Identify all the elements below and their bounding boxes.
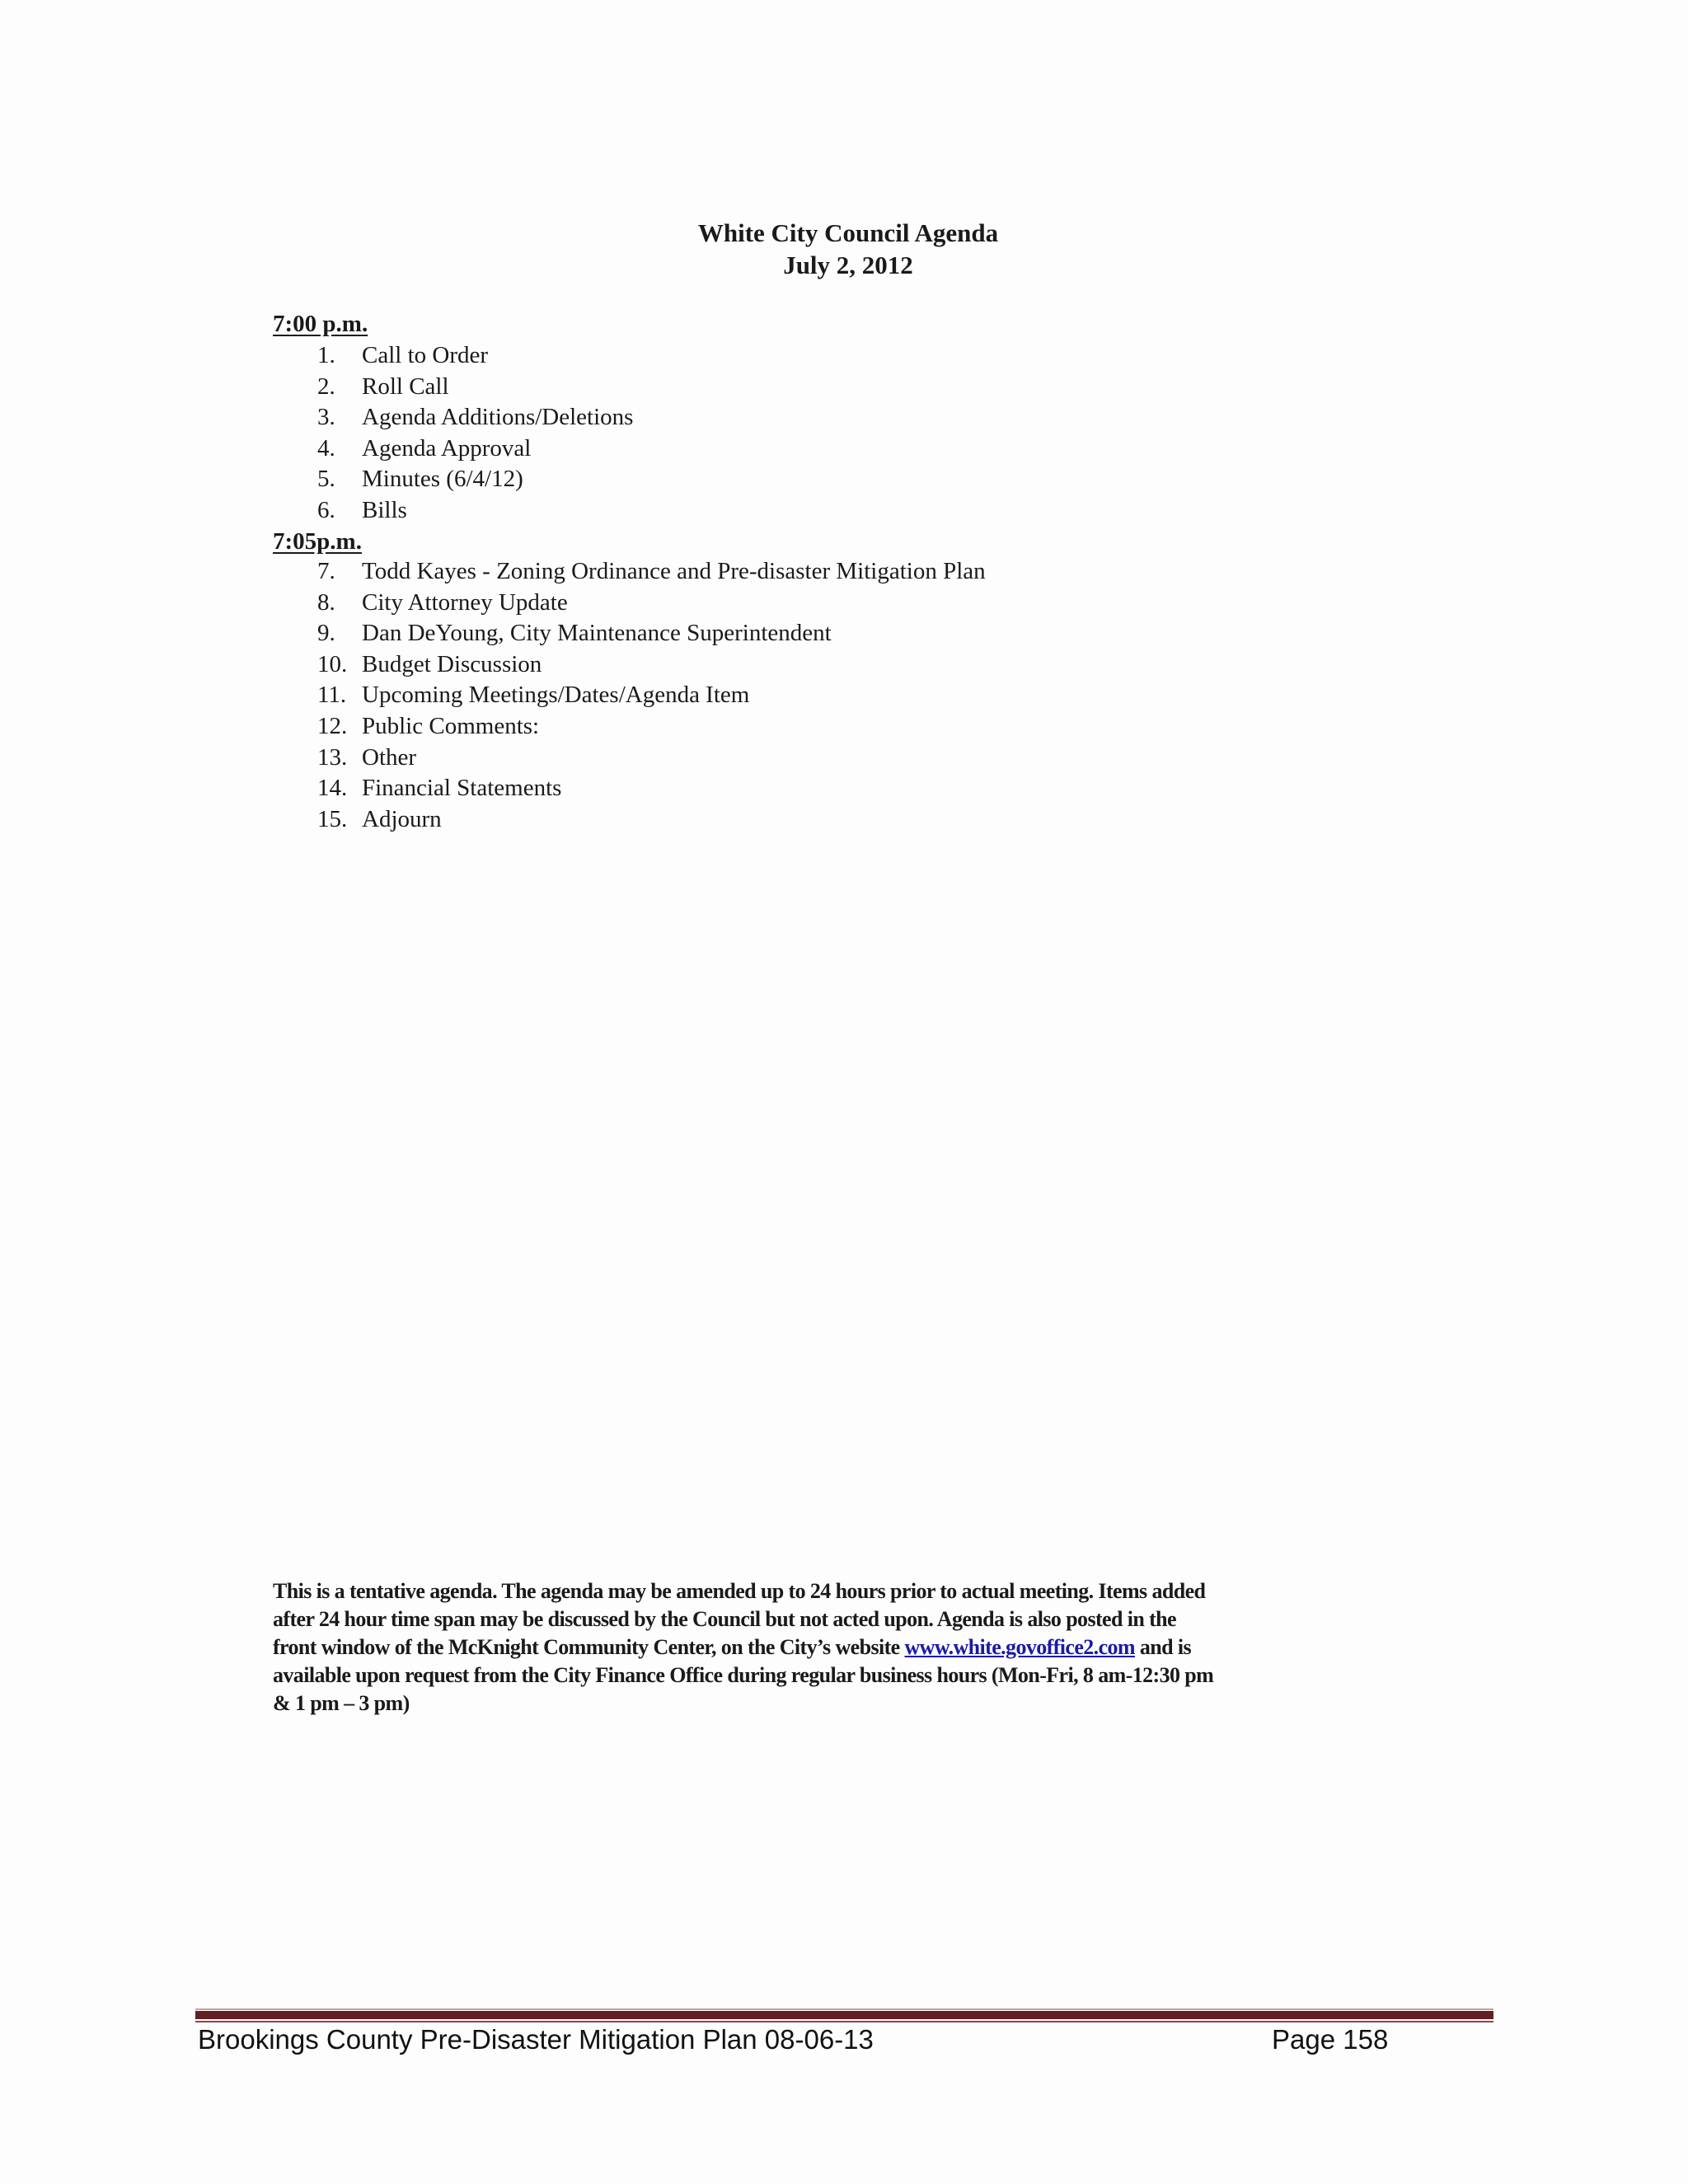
- item-text: Budget Discussion: [362, 650, 542, 677]
- agenda-item: [317, 744, 416, 771]
- agenda-item: [317, 682, 749, 709]
- item-text: City Attorney Update: [362, 588, 568, 616]
- item-text: Minutes (6/4/12): [362, 466, 523, 493]
- agenda-item: [317, 497, 407, 524]
- item-number: 3.: [317, 404, 335, 431]
- agenda-item: [317, 373, 449, 401]
- item-number: 4.: [317, 434, 335, 462]
- note-line: This is a tentative agenda. The agenda may be amended up to 24 hours prior to actual meeting. Items added: [273, 1579, 1206, 1603]
- item-text: Upcoming Meetings/Dates/Agenda Item: [362, 682, 750, 709]
- agenda-item: [317, 435, 531, 462]
- item-text: Roll Call: [362, 373, 449, 400]
- agenda-item: [317, 558, 986, 585]
- agenda-item: [317, 466, 523, 493]
- agenda-item: [317, 342, 488, 369]
- item-number: 14.: [317, 775, 348, 802]
- item-number: 5.: [317, 466, 335, 493]
- time-heading: 7:00 p.m.: [273, 311, 368, 337]
- footer-rule-thin: [195, 2021, 1493, 2022]
- footer-rule: [195, 2011, 1493, 2019]
- item-text: Todd Kayes - Zoning Ordinance and Pre-disaster Mitigation Plan: [362, 558, 986, 584]
- item-text: Bills: [362, 497, 407, 523]
- item-number: 10.: [317, 650, 348, 677]
- website-link[interactable]: www.white.govoffice2.com: [904, 1635, 1135, 1659]
- note-text: front window of the McKnight Community Center, on the City’s website: [273, 1635, 905, 1659]
- note-line: & 1 pm – 3 pm): [273, 1691, 410, 1715]
- item-number: 11.: [317, 682, 347, 709]
- item-number: 9.: [317, 620, 335, 647]
- note-line: available upon request from the City Finance Office during regular business hours (Mon-Fri, 8 am-12:30 pm: [273, 1663, 1214, 1687]
- item-number: 15.: [317, 805, 348, 832]
- item-number: 12.: [317, 713, 348, 739]
- agenda-item: [317, 620, 832, 647]
- agenda-title: White City Council Agenda: [697, 218, 999, 247]
- note-line: [273, 1633, 1213, 1661]
- footer-rule-thin-top: [195, 2008, 1493, 2010]
- footer-document-title: Brookings County Pre-Disaster Mitigation Plan 08-06-13: [198, 2024, 874, 2055]
- item-text: Call to Order: [362, 342, 489, 368]
- agenda-date: July 2, 2012: [783, 251, 913, 279]
- item-text: Adjourn: [362, 805, 442, 832]
- item-text: Other: [362, 743, 417, 771]
- agenda-item: [317, 775, 561, 802]
- item-number: 8.: [317, 588, 335, 616]
- footer-page-number: Page 158: [1272, 2024, 1389, 2055]
- note-text: and is: [1134, 1635, 1192, 1659]
- item-number: 13.: [317, 743, 348, 771]
- time-heading: 7:05p.m.: [273, 528, 362, 555]
- agenda-item: [317, 589, 568, 616]
- item-number: 2.: [317, 373, 335, 400]
- agenda-item: [317, 713, 539, 740]
- item-text: Dan DeYoung, City Maintenance Superintendent: [362, 620, 832, 647]
- item-text: Financial Statements: [362, 775, 562, 802]
- agenda-item: [317, 404, 633, 431]
- note-line: after 24 hour time span may be discussed by the Council but not acted upon. Agenda is also posted in the: [273, 1607, 1176, 1631]
- agenda-item: [317, 806, 442, 833]
- item-number: 1.: [317, 342, 335, 368]
- item-text: Agenda Approval: [362, 434, 532, 462]
- agenda-item: [317, 651, 542, 678]
- item-text: Public Comments:: [362, 713, 540, 739]
- item-number: 6.: [317, 497, 335, 523]
- item-number: 7.: [317, 558, 335, 584]
- tentative-agenda-note: [273, 1577, 1213, 1718]
- item-text: Agenda Additions/Deletions: [362, 404, 634, 431]
